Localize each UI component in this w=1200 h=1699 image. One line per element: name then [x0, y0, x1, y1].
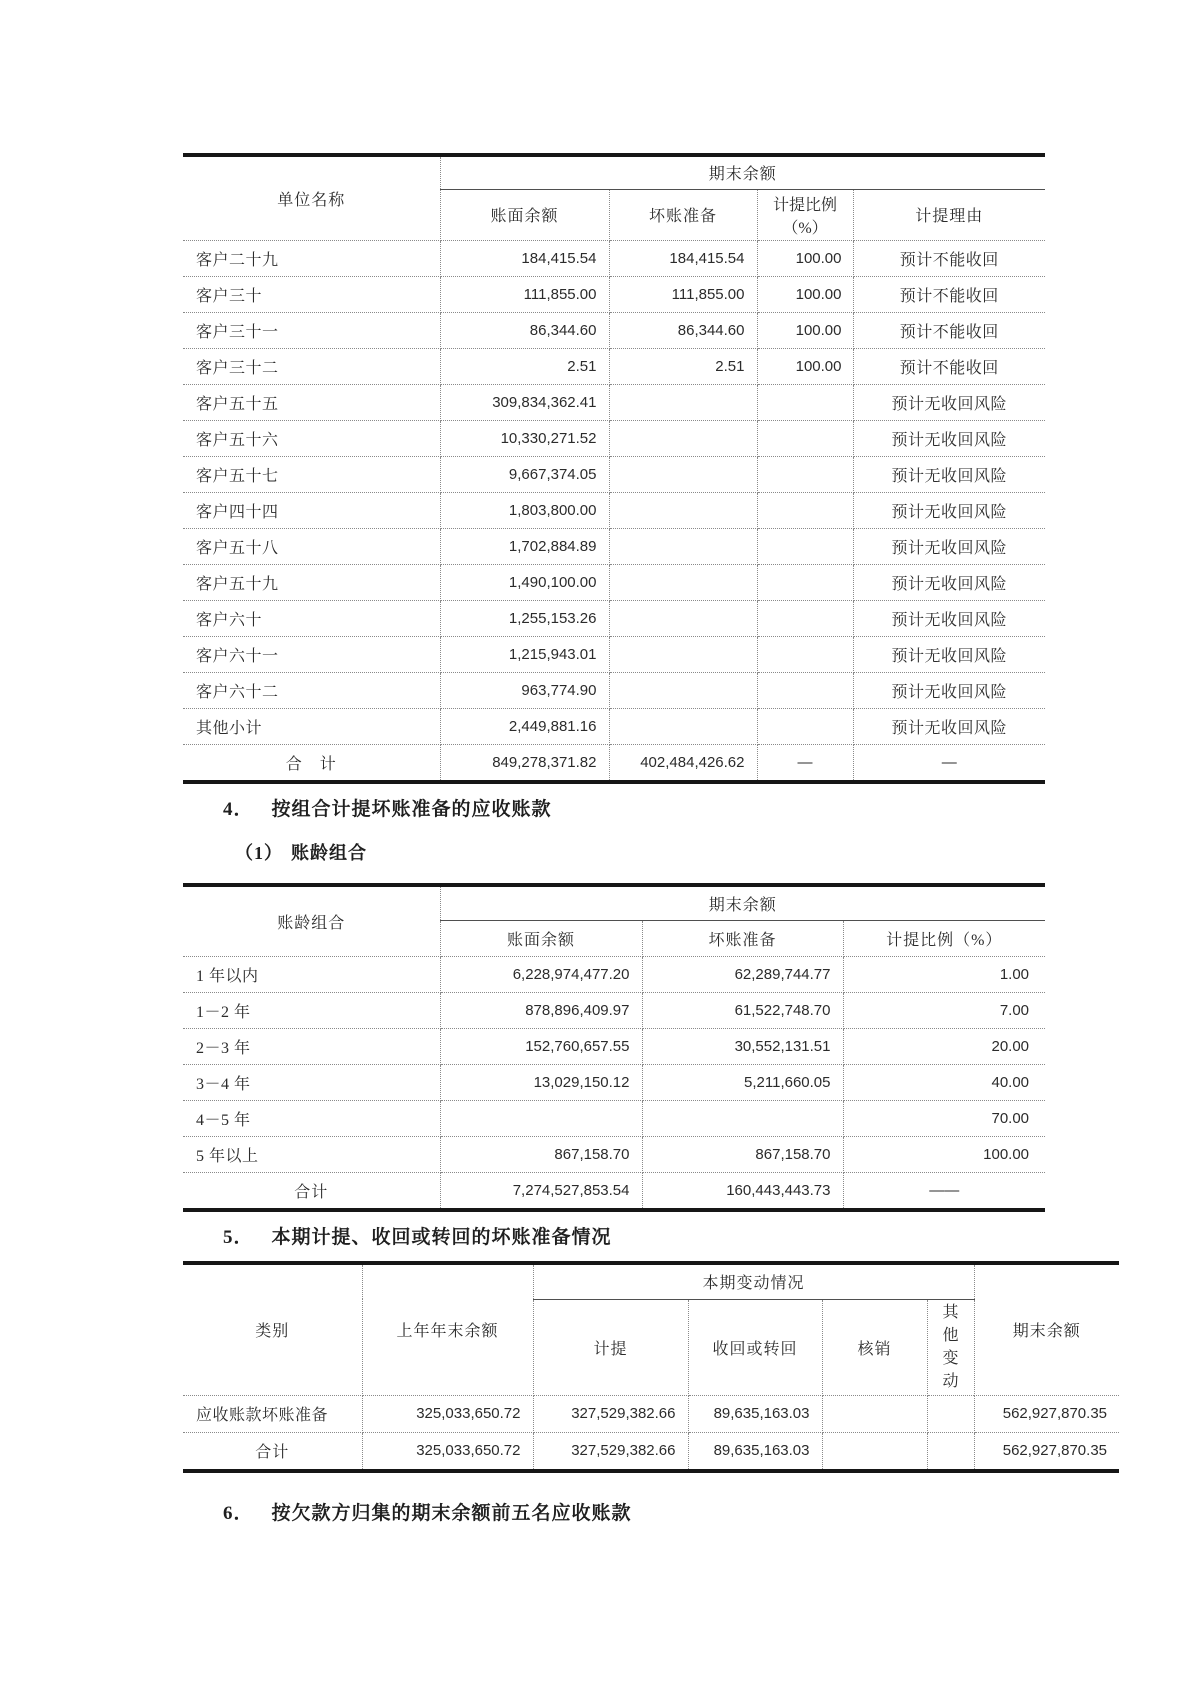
cell-balance: 867,158.70 — [440, 1136, 642, 1172]
cell-provision: 867,158.70 — [642, 1136, 843, 1172]
cell-name: 1－2 年 — [183, 992, 440, 1028]
table2-col-provision-ratio: 计提比例（%） — [843, 920, 1045, 956]
cell-name: 5 年以上 — [183, 1136, 440, 1172]
table3-header — [183, 1265, 1119, 1395]
cell-balance: 9,667,374.05 — [440, 456, 609, 492]
cell-ratio — [757, 528, 853, 564]
section-4-title: 按组合计提坏账准备的应收账款 — [271, 799, 552, 820]
cell-balance: 1,255,153.26 — [440, 600, 609, 636]
cell-other — [927, 1432, 974, 1469]
cell-name: 2－3 年 — [183, 1028, 440, 1064]
table3-group-period-changes: 本期变动情况 — [533, 1265, 974, 1299]
table2-header-row-group — [183, 887, 1045, 920]
table-row — [183, 600, 1045, 636]
section-4-1-subheading — [235, 839, 367, 865]
table-row — [183, 1064, 1045, 1100]
cell-provision — [609, 636, 757, 672]
cell-ratio — [757, 456, 853, 492]
bad-debt-by-unit-table — [183, 153, 1045, 784]
cell-provision — [609, 528, 757, 564]
section-5-heading — [223, 1222, 612, 1249]
cell-ratio — [757, 708, 853, 744]
table1-body — [183, 240, 1045, 744]
cell-total-ratio: — — [757, 744, 853, 780]
cell-reason: 预计无收回风险 — [853, 636, 1045, 672]
cell-reason: 预计无收回风险 — [853, 492, 1045, 528]
cell-balance: 111,855.00 — [440, 276, 609, 312]
cell-name: 客户六十 — [183, 600, 440, 636]
cell-ratio — [757, 564, 853, 600]
cell-ratio: 100.00 — [843, 1136, 1045, 1172]
cell-provision: 30,552,131.51 — [642, 1028, 843, 1064]
table3-body — [183, 1395, 1119, 1469]
table3-col-accrual: 计提 — [533, 1299, 688, 1395]
cell-name: 客户三十一 — [183, 312, 440, 348]
cell-balance: 184,415.54 — [440, 240, 609, 276]
section-4-1-number: （1） — [235, 843, 283, 863]
table-row — [183, 636, 1045, 672]
cell-ratio: 100.00 — [757, 348, 853, 384]
table-row — [183, 1395, 1119, 1432]
table3-header-row-group — [183, 1265, 1119, 1299]
cell-writeoff — [822, 1395, 927, 1432]
cell-provision — [609, 456, 757, 492]
table3-col-prev-year-balance: 上年年末余额 — [362, 1265, 533, 1395]
cell-provision: 61,522,748.70 — [642, 992, 843, 1028]
cell-recover: 89,635,163.03 — [688, 1432, 822, 1469]
cell-name: 4－5 年 — [183, 1100, 440, 1136]
cell-provision: 62,289,744.77 — [642, 956, 843, 992]
cell-ratio: 40.00 — [843, 1064, 1045, 1100]
cell-ratio — [757, 600, 853, 636]
cell-ratio: 1.00 — [843, 956, 1045, 992]
cell-category: 应收账款坏账准备 — [183, 1395, 362, 1432]
cell-provision — [609, 672, 757, 708]
table-row — [183, 956, 1045, 992]
cell-balance: 1,490,100.00 — [440, 564, 609, 600]
cell-provision: 111,855.00 — [609, 276, 757, 312]
cell-ratio — [757, 384, 853, 420]
cell-total-balance: 849,278,371.82 — [440, 744, 609, 780]
cell-reason: 预计无收回风险 — [853, 564, 1045, 600]
table3-col-writeoff: 核销 — [822, 1299, 927, 1395]
table1-header-row-group — [183, 157, 1045, 189]
cell-total-provision: 160,443,443.73 — [642, 1172, 843, 1208]
cell-prev-balance: 325,033,650.72 — [362, 1432, 533, 1469]
cell-provision: 5,211,660.05 — [642, 1064, 843, 1100]
table1-total-row — [183, 744, 1045, 780]
cell-provision — [609, 420, 757, 456]
cell-balance: 86,344.60 — [440, 312, 609, 348]
cell-provision — [642, 1100, 843, 1136]
table2-body — [183, 956, 1045, 1172]
aging-portfolio-grid — [183, 887, 1045, 1208]
table-row — [183, 492, 1045, 528]
cell-reason: 预计不能收回 — [853, 312, 1045, 348]
cell-name: 客户五十九 — [183, 564, 440, 600]
cell-ratio — [757, 672, 853, 708]
cell-total-ratio: —— — [843, 1172, 1045, 1208]
table1-group-ending-balance: 期末余额 — [440, 157, 1045, 189]
cell-writeoff — [822, 1432, 927, 1469]
section-5-title: 本期计提、收回或转回的坏账准备情况 — [271, 1227, 612, 1248]
table1-col-unit-name: 单位名称 — [183, 157, 440, 240]
cell-total-reason: — — [853, 744, 1045, 780]
section-6-heading — [223, 1498, 632, 1525]
cell-balance: 309,834,362.41 — [440, 384, 609, 420]
cell-balance: 13,029,150.12 — [440, 1064, 642, 1100]
cell-balance: 878,896,409.97 — [440, 992, 642, 1028]
table-row — [183, 276, 1045, 312]
cell-other — [927, 1395, 974, 1432]
section-6-title: 按欠款方归集的期末余额前五名应收账款 — [271, 1503, 632, 1524]
cell-name: 客户六十二 — [183, 672, 440, 708]
cell-prev-balance: 325,033,650.72 — [362, 1395, 533, 1432]
cell-provision — [609, 708, 757, 744]
cell-name: 客户五十八 — [183, 528, 440, 564]
cell-name: 1 年以内 — [183, 956, 440, 992]
cell-name: 客户三十 — [183, 276, 440, 312]
table3-col-category: 类别 — [183, 1265, 362, 1395]
provision-movement-grid — [183, 1265, 1119, 1469]
cell-name: 客户三十二 — [183, 348, 440, 384]
table-row — [183, 672, 1045, 708]
cell-name: 客户六十一 — [183, 636, 440, 672]
table-row — [183, 456, 1045, 492]
table-row — [183, 992, 1045, 1028]
cell-reason: 预计无收回风险 — [853, 600, 1045, 636]
cell-ratio: 100.00 — [757, 240, 853, 276]
bad-debt-by-unit-grid — [183, 157, 1045, 780]
table-row — [183, 1136, 1045, 1172]
cell-name: 客户五十五 — [183, 384, 440, 420]
table2-col-aging: 账龄组合 — [183, 887, 440, 956]
section-6-number: 6． — [223, 1503, 254, 1524]
table-row — [183, 348, 1045, 384]
cell-total-label: 合计 — [183, 1432, 362, 1469]
cell-ratio: 20.00 — [843, 1028, 1045, 1064]
cell-provision: 2.51 — [609, 348, 757, 384]
cell-name: 3－4 年 — [183, 1064, 440, 1100]
table1-col-provision-reason: 计提理由 — [853, 189, 1045, 240]
cell-total-balance: 7,274,527,853.54 — [440, 1172, 642, 1208]
cell-ratio: 100.00 — [757, 276, 853, 312]
cell-balance — [440, 1100, 642, 1136]
table3-col-recover-or-reverse: 收回或转回 — [688, 1299, 822, 1395]
table-row — [183, 708, 1045, 744]
cell-ratio: 100.00 — [757, 312, 853, 348]
table-row — [183, 384, 1045, 420]
table2-header — [183, 887, 1045, 956]
cell-reason: 预计不能收回 — [853, 240, 1045, 276]
table1-col-bad-debt-provision: 坏账准备 — [609, 189, 757, 240]
cell-name: 客户四十四 — [183, 492, 440, 528]
cell-balance: 2,449,881.16 — [440, 708, 609, 744]
cell-provision — [609, 564, 757, 600]
table-row — [183, 564, 1045, 600]
cell-recover: 89,635,163.03 — [688, 1395, 822, 1432]
table1-col-provision-ratio: 计提比例（%） — [757, 189, 853, 240]
table2-total-section — [183, 1172, 1045, 1208]
cell-name: 客户五十六 — [183, 420, 440, 456]
table2-col-bad-debt-provision: 坏账准备 — [642, 920, 843, 956]
cell-accrual: 327,529,382.66 — [533, 1395, 688, 1432]
cell-balance: 6,228,974,477.20 — [440, 956, 642, 992]
cell-balance: 963,774.90 — [440, 672, 609, 708]
cell-ratio: 70.00 — [843, 1100, 1045, 1136]
section-5-number: 5． — [223, 1227, 254, 1248]
cell-reason: 预计无收回风险 — [853, 672, 1045, 708]
section-4-1-title: 账龄组合 — [291, 843, 367, 863]
table-row — [183, 240, 1045, 276]
table2-col-book-balance: 账面余额 — [440, 920, 642, 956]
cell-total-provision: 402,484,426.62 — [609, 744, 757, 780]
table-row — [183, 420, 1045, 456]
table-row — [183, 528, 1045, 564]
cell-balance: 2.51 — [440, 348, 609, 384]
section-4-heading — [223, 794, 552, 821]
table3-col-ending-balance: 期末余额 — [974, 1265, 1119, 1395]
cell-provision: 86,344.60 — [609, 312, 757, 348]
cell-reason: 预计无收回风险 — [853, 528, 1045, 564]
table1-total-section — [183, 744, 1045, 780]
cell-name: 客户二十九 — [183, 240, 440, 276]
table2-group-ending-balance: 期末余额 — [440, 887, 1045, 920]
cell-ratio: 7.00 — [843, 992, 1045, 1028]
table-row — [183, 1100, 1045, 1136]
cell-balance: 152,760,657.55 — [440, 1028, 642, 1064]
cell-ratio — [757, 420, 853, 456]
table1-col-book-balance: 账面余额 — [440, 189, 609, 240]
section-4-number: 4． — [223, 799, 254, 820]
table1-header — [183, 157, 1045, 240]
table3-total-row — [183, 1432, 1119, 1469]
table2-total-row — [183, 1172, 1045, 1208]
cell-ending-balance: 562,927,870.35 — [974, 1395, 1119, 1432]
cell-reason: 预计无收回风险 — [853, 708, 1045, 744]
cell-ratio — [757, 492, 853, 528]
table-row — [183, 312, 1045, 348]
cell-provision — [609, 600, 757, 636]
cell-reason: 预计不能收回 — [853, 276, 1045, 312]
table3-col-other-changes: 其他变动 — [927, 1299, 974, 1395]
provision-movement-table — [183, 1261, 1119, 1473]
cell-name: 客户五十七 — [183, 456, 440, 492]
cell-provision — [609, 384, 757, 420]
cell-provision — [609, 492, 757, 528]
cell-reason: 预计无收回风险 — [853, 456, 1045, 492]
cell-ratio — [757, 636, 853, 672]
cell-reason: 预计无收回风险 — [853, 420, 1045, 456]
cell-total-label: 合计 — [183, 1172, 440, 1208]
cell-balance: 1,702,884.89 — [440, 528, 609, 564]
cell-reason: 预计无收回风险 — [853, 384, 1045, 420]
aging-portfolio-table — [183, 883, 1045, 1212]
cell-ending-balance: 562,927,870.35 — [974, 1432, 1119, 1469]
table-row — [183, 1028, 1045, 1064]
cell-provision: 184,415.54 — [609, 240, 757, 276]
cell-name: 其他小计 — [183, 708, 440, 744]
cell-reason: 预计不能收回 — [853, 348, 1045, 384]
cell-total-label: 合 计 — [183, 744, 440, 780]
cell-balance: 1,803,800.00 — [440, 492, 609, 528]
cell-balance: 10,330,271.52 — [440, 420, 609, 456]
cell-balance: 1,215,943.01 — [440, 636, 609, 672]
cell-accrual: 327,529,382.66 — [533, 1432, 688, 1469]
